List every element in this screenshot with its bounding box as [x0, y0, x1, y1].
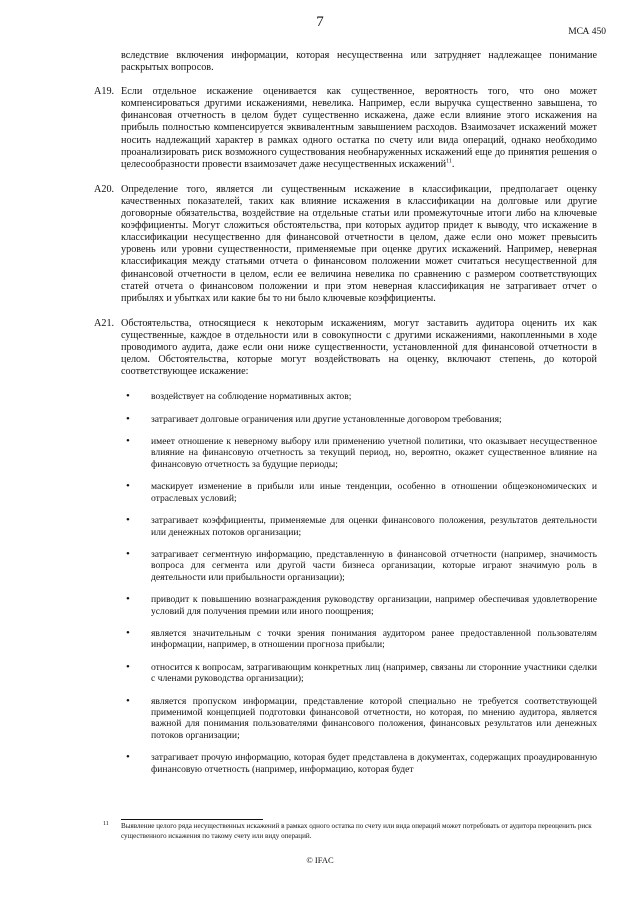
footnote-reference: 11 [446, 158, 452, 165]
paragraph-text: вследствие включения информации, которая несущественна или затрудняет надлежащее понимание раскрытых вопросов. [121, 50, 597, 74]
footnote [103, 821, 597, 841]
standard-reference: МСА 450 [568, 27, 606, 37]
paragraph-text [121, 86, 597, 171]
list-item [121, 594, 597, 617]
list-item [121, 414, 597, 425]
bullet-icon: • [126, 593, 130, 606]
bullet-icon: • [126, 480, 130, 493]
page-number: 7 [316, 14, 324, 30]
paragraph-label: A20. [94, 183, 115, 195]
paragraph-text: Определение того, является ли существенным искажение в классификации, предполагает оценку качественных показателей, таких как влияние искажения в классификации на долговые или другие договорные обязательства, воздействие на отдельные статьи или промежуточные итоги либо на ключевые коэффициенты. Могут сложиться обстоятельства, при которых аудитор придет к выводу, что искажение в классификации несущественно для финансовой отчетности в целом, даже если оно может превысить уровень или уровни существенности, применяемые при оценке других искажений. Например, неверная классификация между статьями отчета о финансовом положении может считаться несущественной для финансовой отчетности в целом, если ее величина невелика по сравнению с размером соответствующих статей отчета о финансовом положении и при этом неверная классификация не затрагивает отчет о прибылях и убытках или какие бы то ни было ключевые коэффициенты. [121, 183, 597, 304]
list-item-text: является пропуском информации, представление которой специально не требуется соответствующей применимой концепцией подготовки финансовой отчетности, но которая, по мнению аудитора, является важной для понимания пользователями финансового положения, финансовых результатов или денежных потоков организации; [151, 695, 597, 741]
list-item [121, 662, 597, 685]
bullet-icon: • [126, 751, 130, 764]
list-item-text: воздействует на соблюдение нормативных актов; [151, 391, 352, 403]
list-item [121, 515, 597, 538]
list-item-text: маскирует изменение в прибыли или иные тенденции, особенно в отношении общеэкономических и отраслевых условий; [151, 481, 597, 504]
list-item-text: затрагивает коэффициенты, применяемые для оценки финансового положения, результатов деятельности или денежных потоков организации; [151, 515, 597, 538]
bullet-icon: • [126, 694, 130, 707]
bullet-icon: • [126, 412, 130, 425]
list-item-text: затрагивает сегментную информацию, представленную в финансовой отчетности (например, значимость вопроса для сегмента или другой части бизнеса организации, которые играют значимую роль в деятельности или прибыльности организации); [151, 548, 597, 583]
paragraph-a19 [94, 86, 597, 171]
list-item-text: затрагивает долговые ограничения или другие установленные договором требования; [151, 413, 502, 425]
footnote-divider [121, 819, 263, 820]
bullet-icon: • [126, 626, 130, 639]
bullet-icon: • [126, 660, 130, 673]
list-item-text: является значительным с точки зрения понимания аудитором ранее предоставленной пользователям информации, например, в отношении прогноза прибыли; [151, 627, 597, 651]
list-item [121, 752, 597, 775]
list-item [121, 481, 597, 504]
bullet-icon: • [126, 435, 130, 448]
list-item [121, 549, 597, 583]
paragraph-text: Обстоятельства, относящиеся к некоторым искажениям, могут заставить аудитора оценить их как существенные, каждое в отдельности или в совокупности с другими искажениями, накопленными в ходе проводимого аудита, даже если они ниже существенности, установленной для финансовой отчетности в целом. Обстоятельства, которые могут воздействовать на оценку, включают степень, до которой соответствующее искажение: [121, 317, 597, 378]
paragraph-tail: . [451, 158, 455, 170]
page-content [94, 50, 597, 786]
list-item-text: затрагивает прочую информацию, которая будет представлена в документах, содержащих проаудированную финансовую отчетность (например, информацию, которая будет [151, 752, 597, 775]
bullet-icon: • [126, 514, 130, 527]
paragraph-label: A21. [94, 317, 115, 329]
list-item [121, 696, 597, 742]
list-item-text: приводит к повышению вознаграждения руководству организации, например обеспечивая удовлетворение условий для получения премии или иного поощрения; [151, 594, 597, 617]
paragraph-a20 [94, 183, 597, 305]
footnote-number: 11 [103, 821, 109, 827]
list-item-text: относится к вопросам, затрагивающим конкретных лиц (например, связаны ли сторонние участники сделки с членами руководства организации); [151, 661, 597, 685]
list-item [121, 628, 597, 651]
paragraph-a21 [94, 317, 597, 378]
list-item [121, 436, 597, 470]
paragraph-body: Если отдельное искажение оценивается как существенное, вероятность того, что оно может компенсироваться другими искажениями, невелика. Например, если выручка существенно завышена, то финансовая отчетность в целом будет существенно искажена, даже если влияние этого искажения на прибыль полностью компенсируется эквивалентным завышением расходов. Взаимозачет искажений может носить надлежащий характер в рамках одного остатка по счету или вида операций, однако необходимо проанализировать риск возможного существования необнаруженных искажений еще до принятия решения о целесообразности провести взаимозачет даже несущественных искажений [121, 86, 597, 170]
list-item-text: имеет отношение к неверному выбору или применению учетной политики, что оказывает несущественное влияние на финансовую отчетность за текущий период, но, вероятно, окажет существенное влияние на финансовую отчетность за будущие периоды; [151, 436, 597, 470]
bullet-icon: • [126, 547, 130, 560]
list-item [121, 391, 597, 402]
copyright: © IFAC [306, 855, 334, 865]
continued-paragraph [121, 50, 597, 74]
bullet-icon: • [126, 390, 130, 403]
footnote-text: Выявление целого ряда несущественных искажений в рамках одного остатка по счету или вида операций может потребовать от аудитора переоценить риск существенного искажения по такому счету или виду операций. [121, 822, 592, 840]
bullet-list [121, 391, 597, 775]
paragraph-label: A19. [94, 86, 115, 98]
